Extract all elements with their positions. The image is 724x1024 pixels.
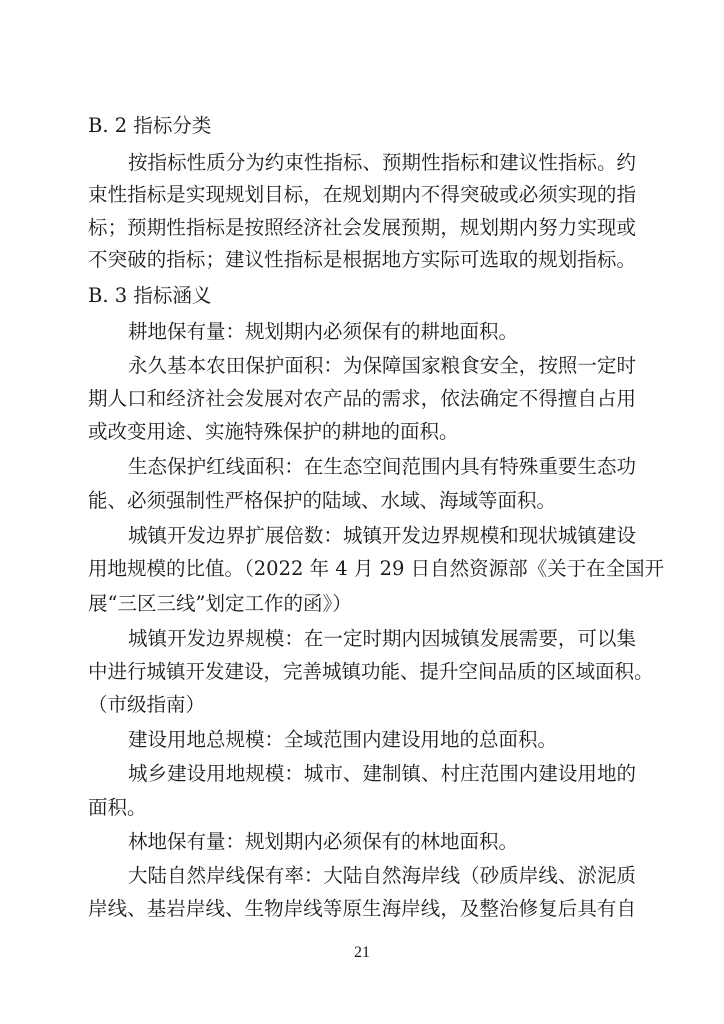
paragraph-line: 或改变用途、实施特殊保护的耕地的面积。 — [88, 420, 459, 443]
paragraph-line: 林地保有量：规划期内必须保有的林地面积。 — [128, 830, 519, 853]
paragraph-line: 城镇开发边界扩展倍数：城镇开发边界规模和现状城镇建设 — [128, 524, 636, 547]
section-heading-b2: B. 2 指标分类 — [88, 114, 212, 137]
paragraph-line: 岸线、基岩岸线、生物岸线等原生海岸线，及整治修复后具有自 — [88, 897, 636, 920]
paragraph-line: 面积。 — [88, 796, 147, 819]
paragraph-line: 不突破的指标；建议性指标是根据地方实际可选取的规划指标。 — [88, 248, 636, 271]
paragraph-line: 束性指标是实现规划目标，在规划期内不得突破或必须实现的指 — [88, 183, 636, 206]
paragraph-line: 城镇开发边界规模：在一定时期内因城镇发展需要，可以集 — [128, 627, 636, 650]
paragraph-line: 用地规模的比值。（2022 年 4 月 29 日自然资源部《关于在全国开 — [88, 557, 665, 580]
paragraph-line: （市级指南） — [88, 693, 206, 716]
page-number: 21 — [354, 944, 370, 961]
paragraph-line: 城乡建设用地规模：城市、建制镇、村庄范围内建设用地的 — [128, 762, 636, 785]
paragraph-line: 期人口和经济社会发展对农产品的需求，依法确定不得擅自占用 — [88, 387, 636, 410]
paragraph-line: 展“三区三线”划定工作的函》） — [88, 592, 352, 615]
paragraph-line: 永久基本农田保护面积：为保障国家粮食安全，按照一定时 — [128, 354, 636, 377]
paragraph-line: 耕地保有量：规划期内必须保有的耕地面积。 — [128, 320, 519, 343]
paragraph-line: 按指标性质分为约束性指标、预期性指标和建议性指标。约 — [128, 151, 636, 174]
paragraph-line: 中进行城镇开发建设，完善城镇功能、提升空间品质的区域面积。 — [88, 660, 654, 683]
paragraph-line: 能、必须强制性严格保护的陆域、水域、海域等面积。 — [88, 489, 557, 512]
paragraph-line: 建设用地总规模：全域范围内建设用地的总面积。 — [128, 728, 558, 751]
paragraph-line: 标；预期性指标是按照经济社会发展预期，规划期内努力实现或 — [88, 216, 636, 239]
paragraph-line: 大陆自然岸线保有率：大陆自然海岸线（砂质岸线、淤泥质 — [128, 864, 636, 887]
section-heading-b3: B. 3 指标涵义 — [88, 284, 212, 307]
paragraph-line: 生态保护红线面积：在生态空间范围内具有特殊重要生态功 — [128, 455, 636, 478]
